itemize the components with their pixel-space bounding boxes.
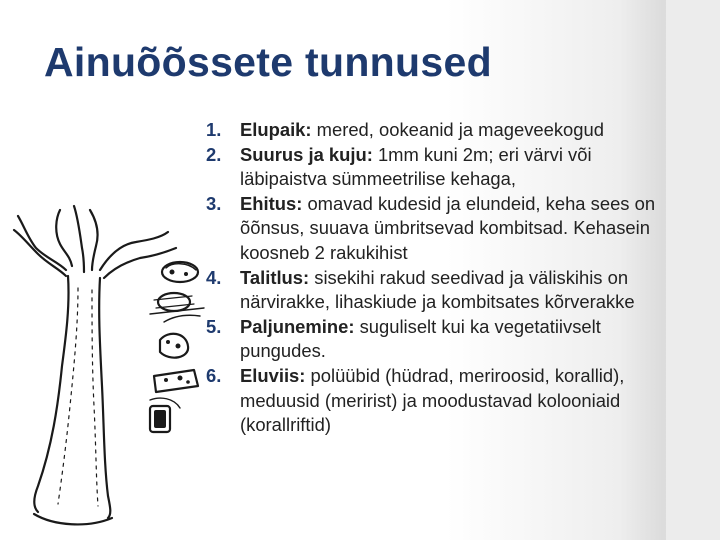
list-item-text: suguliselt kui ka vegetatiivselt pungudes. (240, 315, 601, 362)
list-item (206, 118, 666, 143)
list-item-text: omavad kudesid ja elundeid, keha sees on õõnsus, suuava ümbritsevad kombitsad. Kehasein koosneb 2 rakukihist (240, 192, 656, 263)
list-item (206, 192, 666, 266)
list-item (206, 143, 666, 192)
list-item-number: 6. (206, 364, 222, 386)
list-item-term: Elupaik: (240, 119, 312, 140)
list-item-number: 5. (206, 315, 222, 337)
right-side-band (666, 0, 720, 540)
list-item-text: 1mm kuni 2m; eri värvi või läbipaistva sümmeetrilise kehaga, (240, 143, 592, 190)
hydra-tentacle (100, 232, 168, 270)
list-item (206, 266, 666, 315)
cell-drawing (160, 334, 188, 358)
hydra-body (34, 276, 68, 512)
hydra-tentacle (74, 206, 84, 272)
feature-list (206, 118, 666, 438)
hydra-basal-disc (34, 514, 112, 524)
list-item (206, 364, 666, 438)
list-item-text: sisekihi rakud seedivad ja väliskihis on närvirakke, lihaskiude ja kombitsates kõrverakke (240, 266, 635, 313)
list-item-text: mered, ookeanid ja mageveekogud (311, 119, 604, 140)
list-item (206, 315, 666, 364)
hydra-tentacle (56, 210, 72, 266)
list-item-number: 1. (206, 119, 222, 140)
list-item-term: Ehitus: (240, 192, 303, 214)
slide-title: Ainuõõssete tunnused (44, 39, 492, 85)
list-item-number: 2. (206, 143, 222, 165)
hydra-tentacle (90, 210, 98, 270)
cell-drawing (158, 293, 190, 311)
list-item-number: 4. (206, 266, 222, 288)
cell-drawing (154, 370, 198, 392)
list-item-number: 3. (206, 192, 222, 214)
hydra-body (92, 290, 98, 506)
hydra-body (99, 278, 110, 518)
list-item-term: Talitlus: (240, 266, 310, 288)
list-item-term: Suurus ja kuju: (240, 143, 373, 165)
list-item-term: Paljunemine: (240, 315, 355, 337)
hydra-polyp-drawing-icon (4, 196, 212, 540)
list-item-text: polüübid (hüdrad, meriroosid, korallid), meduusid (meririst) ja moodustavad kolooniaid (korallriftid) (240, 364, 625, 436)
cell-drawing (162, 262, 198, 282)
list-item-term: Eluviis: (240, 364, 306, 386)
